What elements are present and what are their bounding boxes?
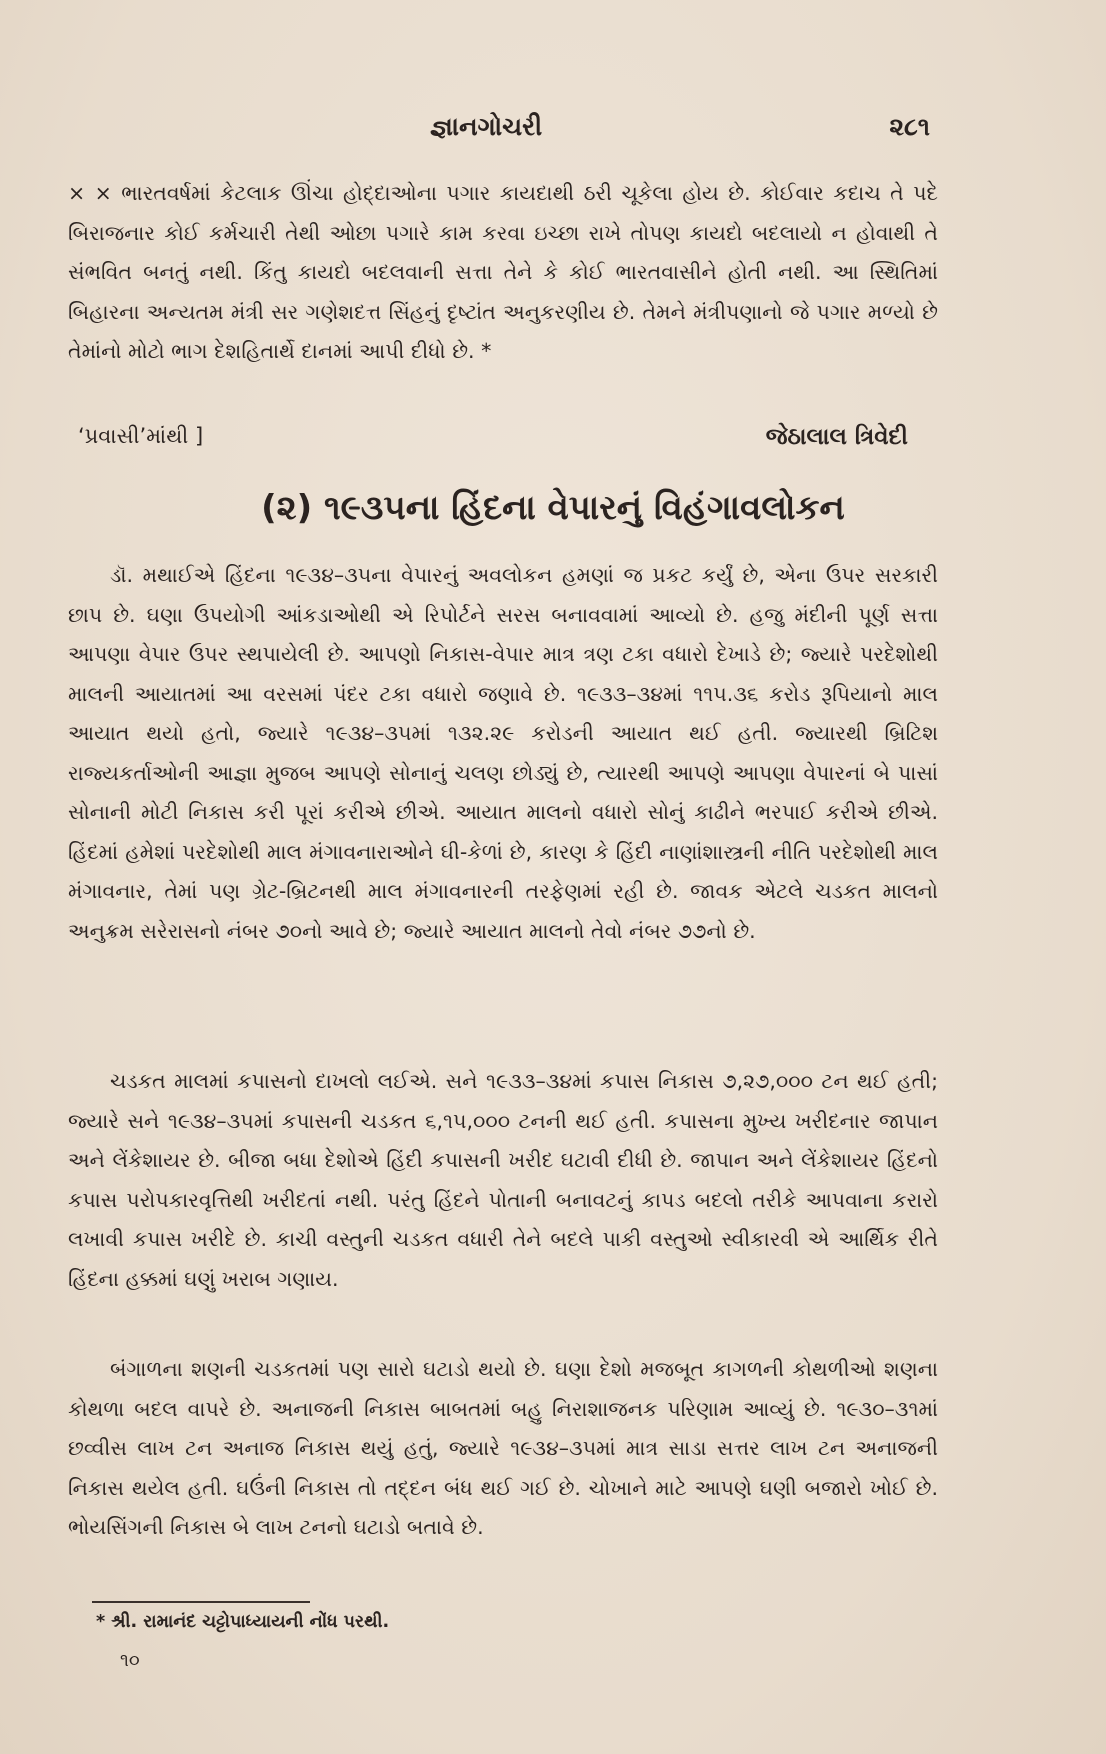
page-header	[100, 112, 930, 152]
credit-source: ‘પ્રવાસી’માંથી ]	[78, 424, 204, 448]
article-credit	[68, 424, 908, 464]
footnote: * શ્રી. રામાનંદ ચટ્ટોપાધ્યાયની નોંધ પરથી.	[96, 1612, 390, 1632]
running-title: જ્ઞાનગોચરી	[430, 112, 543, 141]
paragraph-text: બંગાળના શણની ચડકતમાં પણ સારો ઘટાડો થયો છે. ઘણા દેશો મજબૂત કાગળની કોથળીઓ શણના કોથળા બદલ વાપરે છે. અનાજની નિકાસ બાબતમાં બહુ નિરાશાજનક પરિણામ આવ્યું છે. ૧૯૩૦–૩૧માં છવ્વીસ લાખ ટન અનાજ નિકાસ થયું હતું, જ્યારે ૧૯૩૪–૩૫માં માત્ર સાડા સત્તર લાખ ટન અનાજની નિકાસ થયેલ હતી. ઘઉંની નિકાસ તો તદ્દન બંધ થઈ ગઈ છે. ચોખાને માટે આપણે ઘણી બજારો ખોઈ છે. ભોયસિંગની નિકાસ બે લાખ ટનનો ઘટાડો બતાવે છે.	[68, 1357, 938, 1539]
intro-paragraph: × × ભારતવર્ષમાં કેટલાક ઊંચા હોદ્દાઓના પગાર કાયદાથી ઠરી ચૂકેલા હોય છે. કોઈવાર કદાચ તે પદે બિરાજનાર કોઈ કર્મચારી તેથી ઓછા પગારે કામ કરવા ઇચ્છા રાખે તોપણ કાયદો બદલાયો ન હોવાથી તે સંભવિત બનતું નથી. કિંતુ કાયદો બદલવાની સત્તા તેને કે કોઈ ભારતવાસીને હોતી નથી. આ સ્થિતિમાં બિહારના અન્યતમ મંત્રી સર ગણેશદત્ત સિંહનું દૃષ્ટાંત અનુકરણીય છે. તેમને મંત્રીપણાનો જે પગાર મળ્યો છે તેમાંનો મોટો ભાગ દેશહિતાર્થે દાનમાં આપી દીધો છે. *	[68, 181, 938, 363]
body-paragraph-2	[68, 1062, 938, 1299]
paragraph-text: ચડકત માલમાં કપાસનો દાખલો લઈએ. સને ૧૯૩૩–૩૪માં કપાસ નિકાસ ૭,૨૭,૦૦૦ ટન થઈ હતી; જ્યારે સને ૧૯૩૪–૩૫માં કપાસની ચડકત ૬,૧૫,૦૦૦ ટનની થઈ હતી. કપાસના મુખ્ય ખરીદનાર જાપાન અને લેંકેશાયર છે. બીજા બધા દેશોએ હિંદી કપાસની ખરીદ ઘટાવી દીધી છે. જાપાન અને લેંકેશાયર હિંદનો કપાસ પરોપકારવૃત્તિથી ખરીદતાં નથી. પરંતુ હિંદને પોતાની બનાવટનું કાપડ બદલો તરીકે આપવાના કરારો લખાવી કપાસ ખરીદે છે. કાચી વસ્તુની ચડકત વધારી તેને બદલે પાકી વસ્તુઓ સ્વીકારવી એ આર્થિક રીતે હિંદના હક્કમાં ઘણું ખરાબ ગણાય.	[68, 1069, 938, 1291]
credit-author: જેઠાલાલ ત્રિવેદી	[765, 424, 908, 450]
paragraph-text: ડૉ. મથાઈએ હિંદના ૧૯૩૪–૩૫ના વેપારનું અવલોકન હમણાં જ પ્રકટ કર્યું છે, એના ઉપર સરકારી છાપ છે. ઘણા ઉપયોગી આંકડાઓથી એ રિપોર્ટને સરસ બનાવવામાં આવ્યો છે. હજુ મંદીની પૂર્ણ સત્તા આપણા વેપાર ઉપર સ્થપાયેલી છે. આપણો નિકાસ-વેપાર માત્ર ત્રણ ટકા વધારો દેખાડે છે; જ્યારે પરદેશોથી માલની આયાતમાં આ વરસમાં પંદર ટકા વધારો જણાવે છે. ૧૯૩૩–૩૪માં ૧૧૫.૩૬ કરોડ રૂપિયાનો માલ આયાત થયો હતો, જ્યારે ૧૯૩૪–૩૫માં ૧૩૨.૨૯ કરોડની આયાત થઈ હતી. જ્યારથી બ્રિટિશ રાજ્યકર્તાઓની આજ્ઞા મુજબ આપણે સોનાનું ચલણ છોડ્યું છે, ત્યારથી આપણે આપણા વેપારનાં બે પાસાં સોનાની મોટી નિકાસ કરી પૂરાં કરીએ છીએ. આયાત માલનો વધારો સોનું કાઢીને ભરપાઈ કરીએ છીએ. હિંદમાં હમેશાં પરદેશોથી માલ મંગાવનારાઓને ઘી-કેળાં છે, કારણ કે હિંદી નાણાંશાસ્ત્રની નીતિ પરદેશોથી માલ મંગાવનાર, તેમાં પણ ગ્રેટ-બ્રિટનથી માલ મંગાવનારની તરફેણમાં રહી છે. જાવક એટલે ચડકત માલનો અનુક્રમ સરેરાસનો નંબર ૭૦નો આવે છે; જ્યારે આયાત માલનો તેવો નંબર ૭૭નો છે.	[68, 563, 938, 943]
body-paragraph-1	[68, 556, 938, 951]
footnote-divider	[92, 1601, 310, 1603]
page-number: ૨૮૧	[889, 112, 930, 141]
section-title: (૨) ૧૯૩૫ના હિંદના વેપારનું વિહંગાવલોકન	[261, 488, 845, 528]
body-paragraph-3	[68, 1350, 938, 1548]
signature-mark: ૧૦	[120, 1650, 140, 1671]
